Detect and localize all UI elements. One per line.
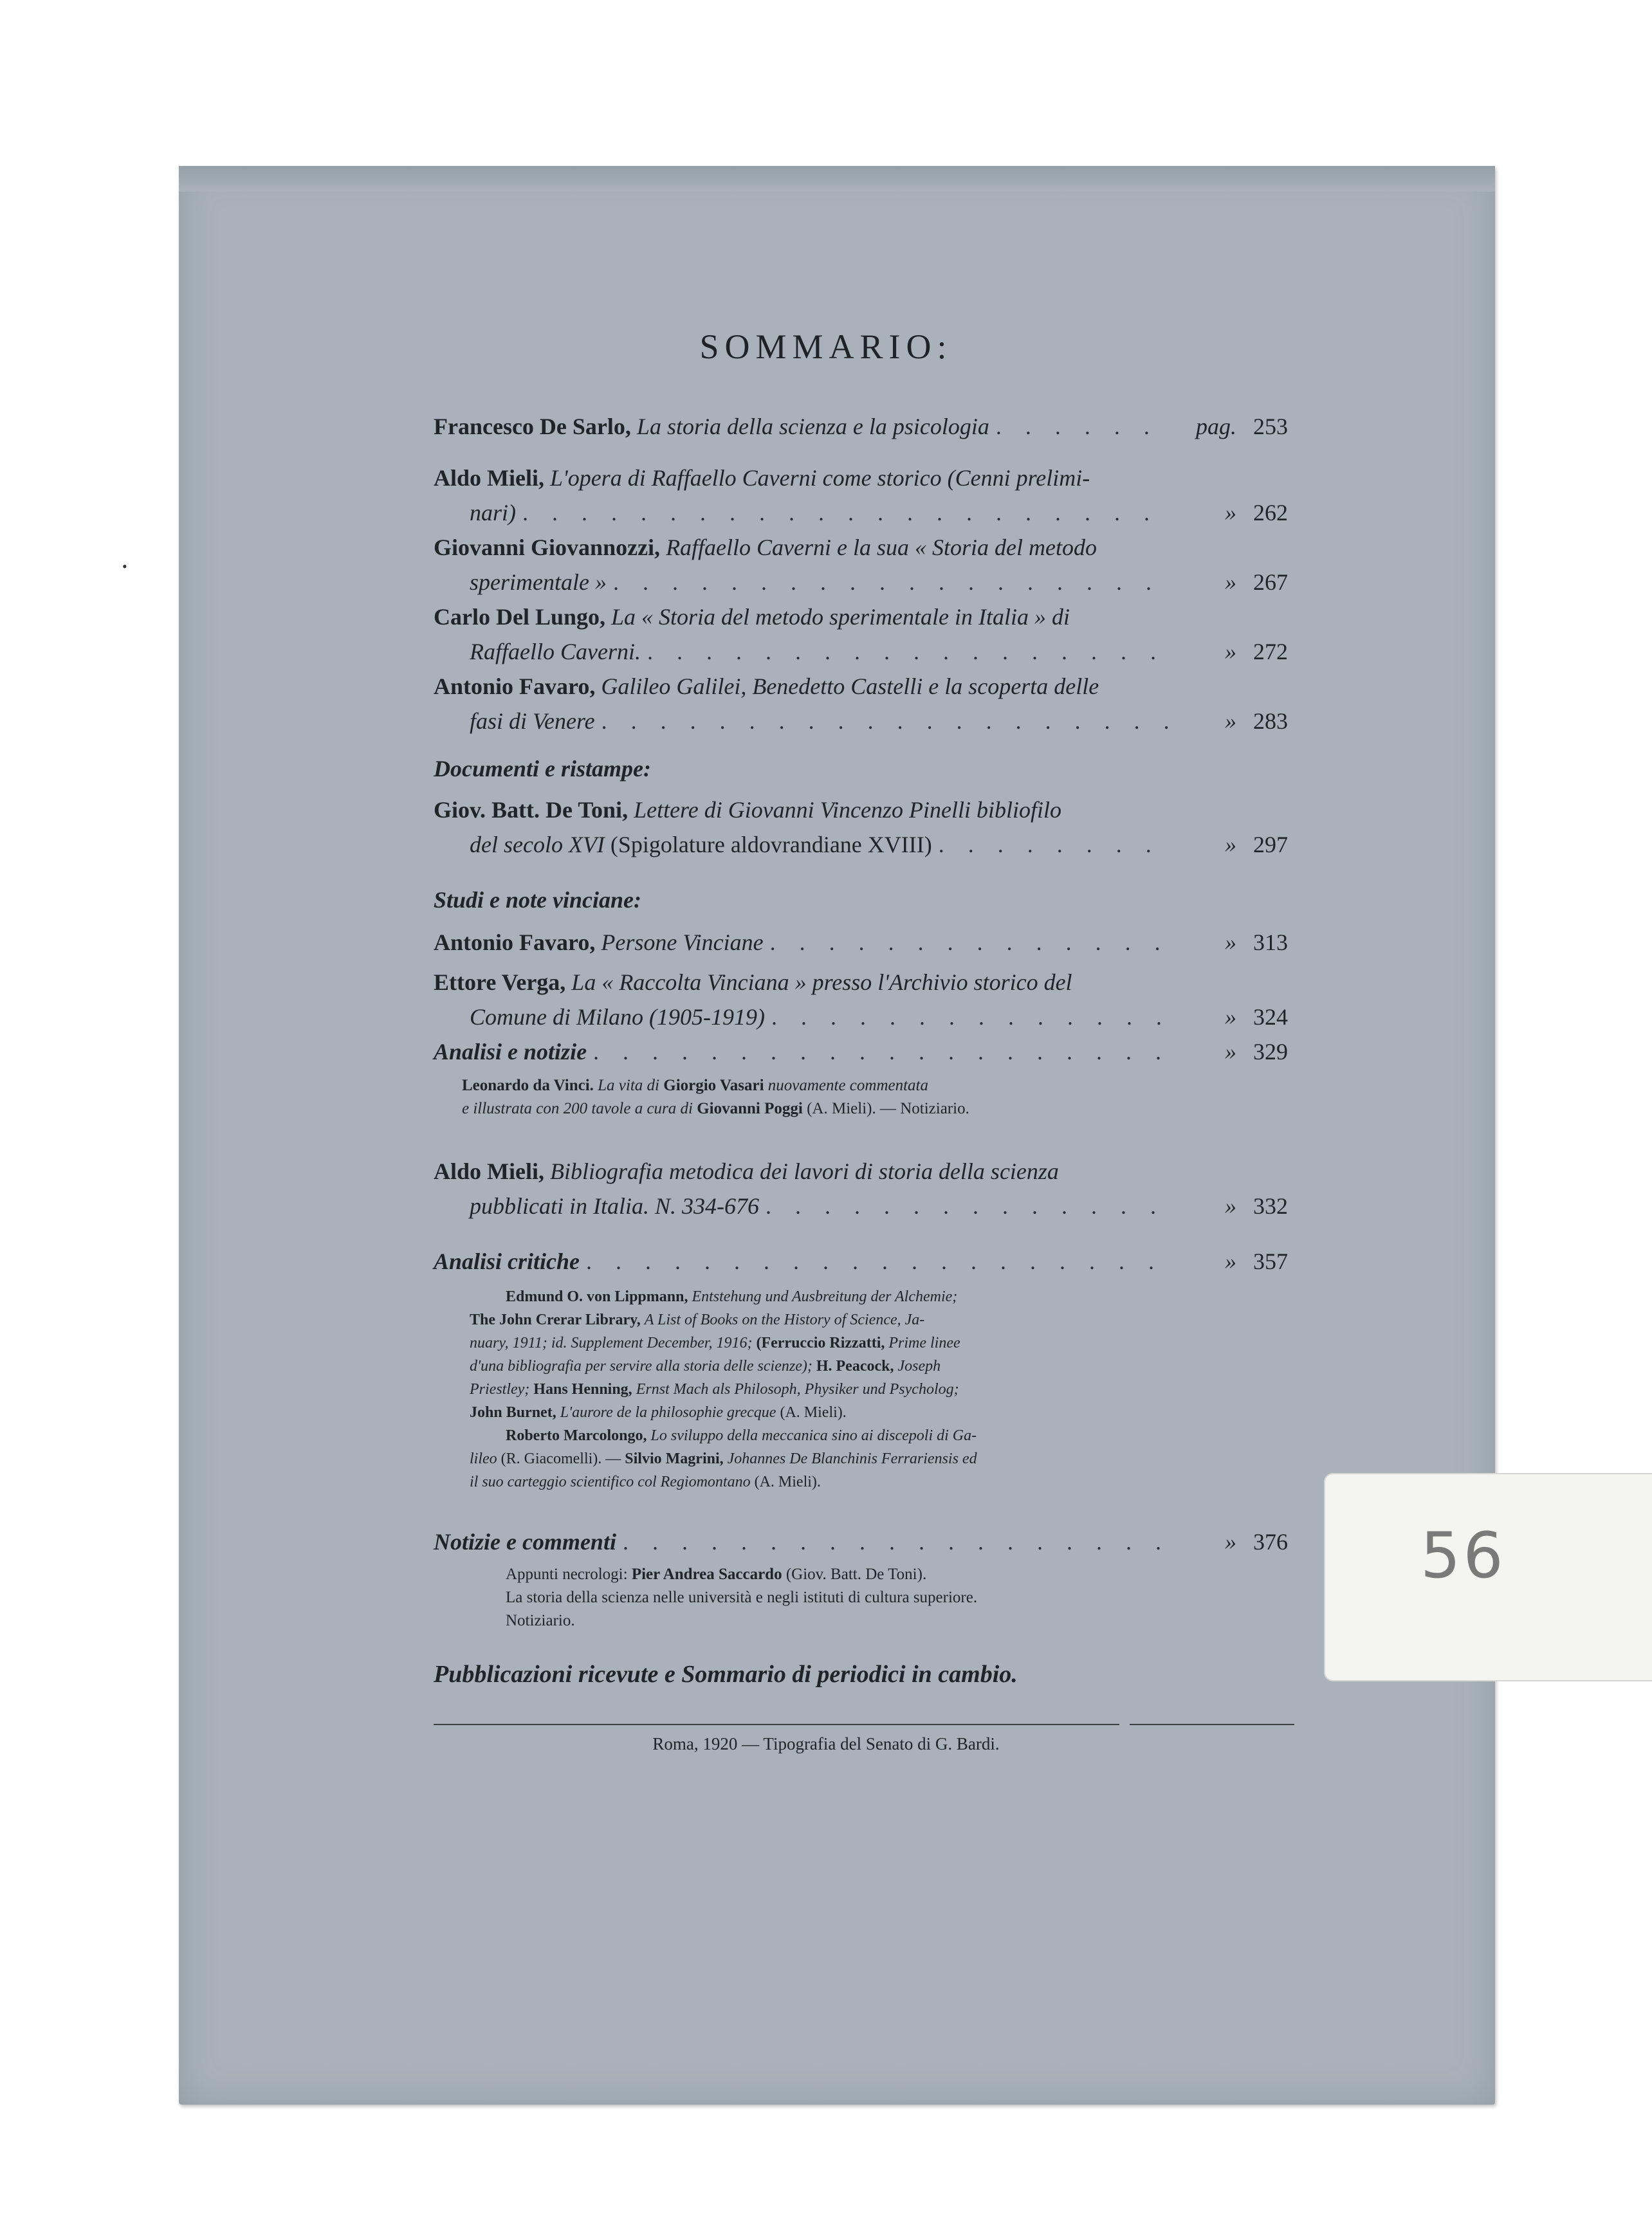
leader-dots [770, 925, 1172, 960]
entry-author: Antonio Favaro, [434, 929, 596, 955]
entry-title-cont: Comune di Milano (1905-1919) [470, 1004, 765, 1030]
entry-title: Galileo Galilei, Benedetto Castelli e la scoperta delle [601, 673, 1099, 699]
entry-title: L'opera di Raffaello Caverni come storico (Cenni prelimi- [549, 465, 1090, 491]
stray-mark: • [122, 558, 127, 574]
entry-label: Analisi e notizie [434, 1039, 587, 1065]
entry-author: Antonio Favaro, [434, 673, 596, 699]
leader-dots [647, 634, 1172, 669]
page-number: 324 [1253, 1004, 1288, 1030]
entry-label: Analisi critiche [434, 1249, 580, 1274]
page-number: 329 [1253, 1039, 1288, 1065]
page-number: 357 [1253, 1249, 1288, 1274]
leader-dots [586, 1244, 1172, 1279]
toc-entry-verga [434, 965, 1288, 1034]
notizie-details: Appunti necrologi: Pier Andrea Saccardo (Giov. Batt. De Toni). La storia della scienza nelle università e negli istituti di cultura superiore. Notiziario. [506, 1566, 978, 1629]
leader-dots [522, 495, 1172, 530]
entry-title: Raffaello Caverni e la sua « Storia del metodo [666, 535, 1097, 560]
leader-dots [996, 409, 1172, 444]
toc-entry-giovannozzi [434, 530, 1288, 599]
entry-title: La « Raccolta Vinciana » presso l'Archivio storico del [571, 969, 1072, 995]
entry-title-cont: Raffaello Caverni. [470, 639, 641, 664]
section-heading-documenti: Documenti e ristampe: [434, 756, 651, 782]
page-mark: » [1225, 1039, 1236, 1065]
page-mark: » [1225, 929, 1236, 955]
page-mark: » [1225, 1004, 1236, 1030]
entry-title-rest: (Spigolature aldovrandiane XVIII) [610, 832, 932, 857]
toc-entry-del-lungo [434, 599, 1288, 669]
catalog-label [1324, 1473, 1652, 1681]
leader-dots [939, 827, 1172, 862]
leader-dots [771, 1000, 1172, 1034]
entry-author: Francesco De Sarlo, [434, 414, 631, 439]
page-number: 313 [1253, 929, 1288, 955]
entry-title: La « Storia del metodo sperimentale in Italia » di [611, 604, 1070, 630]
toc-entry-de-sarlo [434, 409, 1288, 444]
page-number: 332 [1253, 1193, 1288, 1219]
entry-author: Giov. Batt. De Toni, [434, 797, 629, 823]
page-title: SOMMARIO: [699, 327, 953, 366]
toc-entry-favaro [434, 669, 1288, 738]
leader-dots [593, 1034, 1172, 1069]
toc-entry-de-toni [434, 792, 1288, 862]
toc-entry-mieli [434, 461, 1288, 530]
page-number: 272 [1253, 639, 1288, 664]
page-mark: » [1225, 1529, 1236, 1555]
entry-author: Aldo Mieli, [434, 1158, 544, 1184]
toc-entry-favaro-vinciane [434, 925, 1288, 960]
footer-rule-left [434, 1724, 1119, 1725]
page-number: 267 [1253, 569, 1288, 595]
entry-title-cont: del secolo XVI [470, 832, 605, 857]
page-number: 376 [1253, 1529, 1288, 1555]
entry-author: Giovanni Giovannozzi, [434, 535, 661, 560]
pubblicazioni-line: Pubblicazioni ricevute e Sommario di periodici in cambio. [434, 1661, 1018, 1688]
leader-dots [623, 1524, 1172, 1559]
page-mark: » [1225, 708, 1236, 734]
page-mark: » [1225, 500, 1236, 526]
page-mark: » [1225, 569, 1236, 595]
leader-dots [601, 704, 1172, 738]
toc-entry-notizie-commenti [434, 1524, 1288, 1559]
entry-title: Bibliografia metodica dei lavori di storia della scienza [549, 1158, 1059, 1184]
imprint-footer: Roma, 1920 — Tipografia del Senato di G. Bardi. [652, 1734, 1000, 1753]
page-number: 253 [1253, 414, 1288, 439]
page-mark: » [1225, 639, 1236, 664]
page-mark: » [1225, 832, 1236, 857]
entry-author: Carlo Del Lungo, [434, 604, 606, 630]
entry-title-cont: pubblicati in Italia. N. 334-676 [470, 1193, 759, 1219]
entry-author: Aldo Mieli, [434, 465, 544, 491]
page-mark: » [1225, 1249, 1236, 1274]
entry-label: Notizie e commenti [434, 1529, 616, 1555]
page-number: 297 [1253, 832, 1288, 857]
toc-entry-analisi-critiche [434, 1244, 1288, 1279]
pamphlet-cover [179, 166, 1495, 2105]
leader-dots [766, 1189, 1172, 1223]
catalog-label-number: 56 [1420, 1519, 1506, 1593]
section-heading-studi: Studi e note vinciane: [434, 887, 641, 913]
page-mark: pag. [1196, 414, 1236, 439]
entry-title-cont: nari) [470, 500, 516, 526]
page-number: 283 [1253, 708, 1288, 734]
entry-title-cont: sperimentale » [470, 569, 607, 595]
toc-entry-mieli-bibliografia [434, 1154, 1288, 1223]
entry-title: Lettere di Giovanni Vincenzo Pinelli bibliofilo [634, 797, 1061, 823]
page-mark: » [1225, 1193, 1236, 1219]
analisi-critiche-details: Edmund O. von Lippmann, Entstehung und Ausbreitung der Alchemie; The John Crerar Library, A List of Books on the History of Science, Ja- nuary, 1911; id. Supplement December, 1916; (Ferruccio Rizzatti, Prime linee d'una bibliografia per servire alla storia delle scienze); H. Peacock, Joseph Priestley; Hans Henning, Ernst Mach als Philosoph, Physiker und Psycholog; John Burnet, L'aurore de la philosophie grecque (A. Mieli). Roberto Marcolongo, Lo sviluppo della meccanica sino ai discepoli di Ga- lileo (R. Giacomelli). — Silvio Magrini, Johannes De Blanchinis Ferrariensis ed il suo carteggio scientifico col Regiomontano (A. Mieli). [470, 1288, 977, 1490]
leader-dots [613, 565, 1172, 599]
entry-title: La storia della scienza e la psicologia [636, 414, 989, 439]
analisi-notizie-details: Leonardo da Vinci. La vita di Giorgio Vasari nuovamente commentata e illustrata con 200 tavole a cura di Giovanni Poggi (A. Mieli). — Notiziario. [462, 1077, 969, 1117]
entry-title-cont: fasi di Venere [470, 708, 595, 734]
entry-author: Ettore Verga, [434, 969, 566, 995]
page-number: 262 [1253, 500, 1288, 526]
footer-rule-right [1130, 1724, 1294, 1725]
entry-title: Persone Vinciane [601, 929, 764, 955]
toc-entry-analisi-notizie [434, 1034, 1288, 1069]
